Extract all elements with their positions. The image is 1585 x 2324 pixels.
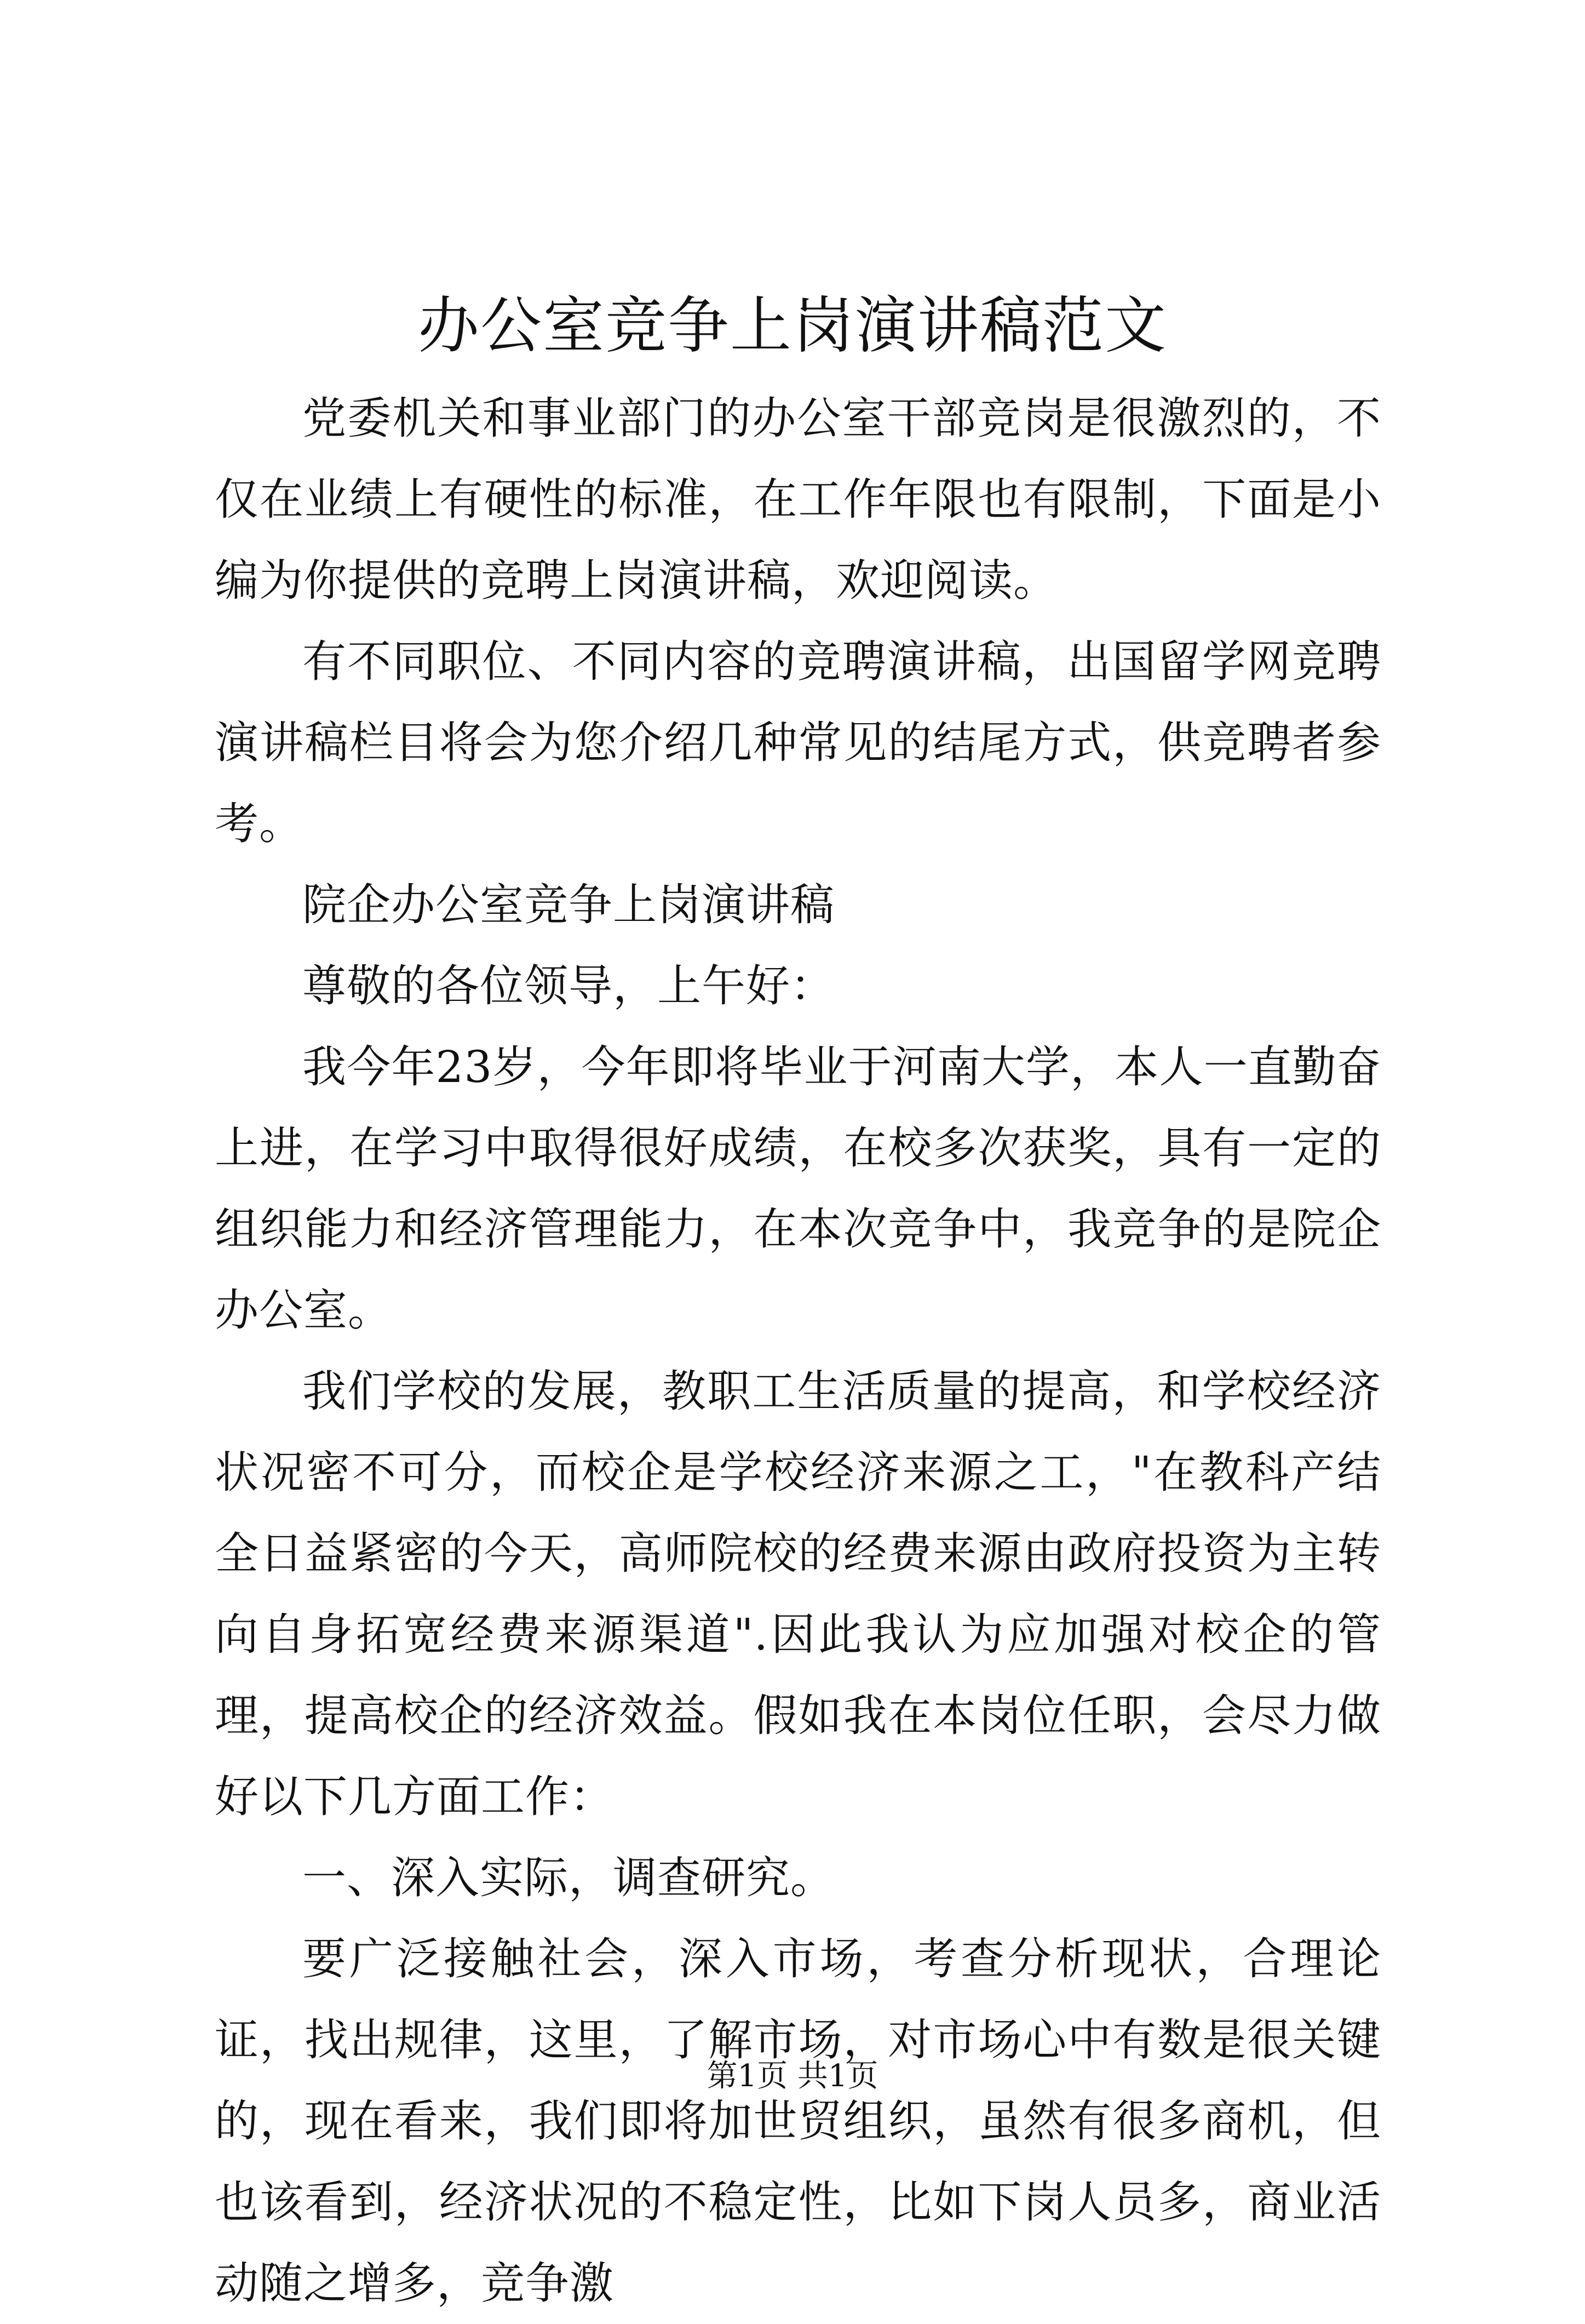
paragraph-column-note: 有不同职位、不同内容的竞聘演讲稿，出国留学网竞聘演讲稿栏目将会为您介绍几种常见的结尾方式，供竞聘者参考。 (215, 636, 1381, 849)
document-title: 办公室竞争上岗演讲稿范文 (418, 290, 1167, 362)
document-body (215, 378, 1381, 2324)
paragraph-school-development: 我们学校的发展，教职工生活质量的提高，和学校经济状况密不可分，而校企是学校经济来源之工，"在教科产结全日益紧密的今天，高师院校的经费来源由政府投资为主转向自身拓宽经费来源渠道".因此我认为应加强对校企的管理，提高校企的经济效益。假如我在本岗位任职，会尽力做好以下几方面工作： (215, 1366, 1381, 1822)
paragraph-market-research: 要广泛接触社会，深入市场，考查分析现状，合理论证，找出规律，这里，了解市场，对市场心中有数是很关键的，现在看来，我们即将加世贸组织，虽然有很多商机，但也该看到，经济状况的不稳定性，比如下岗人员多，商业活动随之增多，竞争激 (215, 1933, 1381, 2309)
page-footer: 第1页 共1页 (707, 2058, 878, 2094)
paragraph-section-heading: 一、深入实际，调查研究。 (302, 1852, 835, 1903)
paragraph-self-introduction: 我今年23岁，今年即将毕业于河南大学，本人一直勤奋上进，在学习中取得很好成绩，在校多次获奖，具有一定的组织能力和经济管理能力，在本次竞争中，我竞争的是院企办公室。 (215, 1041, 1381, 1336)
paragraph-intro: 党委机关和事业部门的办公室干部竞岗是很激烈的，不仅在业绩上有硬性的标准，在工作年限也有限制，下面是小编为你提供的竞聘上岗演讲稿，欢迎阅读。 (215, 393, 1381, 606)
paragraph-greeting: 尊敬的各位领导，上午好： (302, 960, 835, 1011)
paragraph-subtitle: 院企办公室竞争上岗演讲稿 (302, 879, 835, 930)
